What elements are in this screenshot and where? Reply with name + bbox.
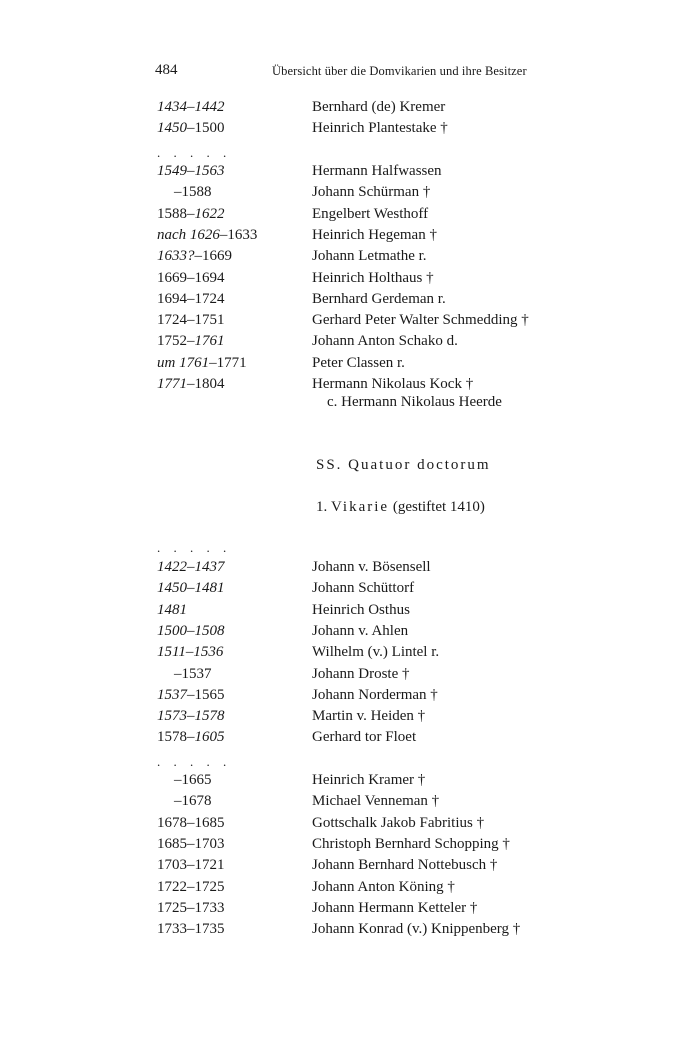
- vicar-name: Gerhard Peter Walter Schmedding †: [312, 312, 529, 329]
- date-range: [157, 268, 225, 289]
- date-range: [157, 310, 225, 331]
- vicar-name: Johann Bernhard Nottebusch †: [312, 857, 498, 874]
- date-segment: 1537: [157, 686, 187, 703]
- vicar-name: Gerhard tor Floet: [312, 729, 417, 746]
- date-range: [157, 919, 225, 940]
- ellipsis-dots: . . . . .: [157, 754, 232, 769]
- vicar-name: Wilhelm (v.) Lintel r.: [312, 644, 440, 661]
- date-segment: –1500: [187, 120, 225, 137]
- date-range: [157, 834, 225, 855]
- date-segment: –1678: [174, 793, 212, 810]
- vicar-name: Heinrich Plantestake †: [312, 120, 448, 137]
- list-item: [0, 331, 700, 352]
- list-item: [0, 813, 700, 834]
- vicar-name: Heinrich Holthaus †: [312, 269, 434, 286]
- list-item: [0, 791, 700, 812]
- date-range: [157, 289, 225, 310]
- date-range: [157, 898, 225, 919]
- list-item: [0, 353, 700, 374]
- date-range: [157, 97, 225, 118]
- vicar-name: Heinrich Osthus: [312, 601, 410, 618]
- vicar-name: Johann Schüttorf: [312, 580, 415, 597]
- vicar-name: Johann Droste †: [312, 665, 410, 682]
- date-segment: 1578–: [157, 729, 195, 746]
- list-item: [0, 898, 700, 919]
- date-segment: –1665: [174, 772, 212, 788]
- date-range: [157, 225, 257, 246]
- list-item: [0, 834, 700, 855]
- list-item: [0, 877, 700, 898]
- date-segment: –1669: [194, 248, 232, 265]
- list-item: [0, 919, 700, 940]
- date-range: [157, 204, 225, 225]
- list-item: [0, 727, 700, 748]
- vicar-name: Johann v. Ahlen: [312, 622, 409, 639]
- date-range: [157, 642, 223, 663]
- vicar-name: Johann Hermann Ketteler †: [312, 899, 478, 916]
- date-range: [157, 877, 225, 898]
- list-item: [0, 268, 700, 289]
- date-segment: 1622: [194, 205, 225, 222]
- vicar-name: Peter Classen r.: [312, 354, 405, 371]
- coadjutor-name: c. Hermann Nikolaus Heerde: [327, 394, 502, 410]
- date-segment: 1733–1735: [157, 921, 225, 938]
- vicar-name: Hermann Nikolaus Kock †: [312, 376, 474, 392]
- date-segment: –1633: [219, 226, 258, 243]
- list-item: [0, 557, 700, 578]
- date-segment: –1537: [174, 665, 212, 682]
- date-range: [157, 246, 232, 267]
- vicar-name: Engelbert Westhoff: [312, 205, 429, 222]
- list-item: [0, 310, 700, 331]
- date-segment: 1771: [157, 376, 187, 392]
- date-segment: 1588–: [157, 205, 195, 222]
- date-range: [157, 621, 225, 642]
- vicar-name: Martin v. Heiden †: [312, 708, 426, 725]
- date-segment: 1434: [157, 99, 187, 115]
- vicar-name: Gottschalk Jakob Fabritius †: [312, 814, 485, 831]
- date-segment: –1804: [187, 376, 225, 392]
- date-range: [157, 855, 225, 876]
- vicar-name: Heinrich Hegeman †: [312, 226, 437, 243]
- date-segment: 1724–1751: [157, 312, 225, 329]
- vicar-name: Johann v. Bösensell: [312, 559, 431, 575]
- date-segment: 1450–1481: [157, 580, 225, 597]
- date-segment: 1633?: [157, 248, 195, 265]
- date-range: [157, 118, 225, 139]
- list-item: [0, 225, 700, 246]
- date-segment: 1703–1721: [157, 857, 225, 874]
- list-item: [0, 161, 700, 182]
- date-range: [174, 770, 212, 791]
- date-segment: um 1761: [157, 354, 210, 371]
- list-item: [0, 97, 700, 118]
- date-range: [157, 578, 225, 599]
- vikarie-founded: (gestiftet 1410): [392, 499, 485, 515]
- date-range: [157, 727, 225, 748]
- date-segment: 1442: [194, 99, 225, 115]
- list-item: [0, 578, 700, 599]
- list-item: [0, 642, 700, 663]
- date-segment: 1422–1437: [157, 559, 225, 575]
- date-segment: 1725–1733: [157, 899, 225, 916]
- list-item: [0, 706, 700, 727]
- date-range: [157, 685, 225, 706]
- list-item: [0, 289, 700, 310]
- date-segment: nach 1626: [157, 226, 220, 243]
- date-segment: 1678–1685: [157, 814, 225, 831]
- date-range: [157, 600, 187, 621]
- vicar-name: Johann Anton Schako d.: [312, 333, 458, 350]
- date-segment: –1565: [187, 686, 225, 703]
- date-segment: 1481: [157, 601, 187, 618]
- date-segment: 1500–1508: [157, 622, 225, 639]
- ellipsis-dots: . . . . .: [157, 540, 232, 555]
- date-segment: 1752–: [157, 333, 195, 350]
- vicar-name: Michael Venneman †: [312, 793, 440, 810]
- list-item: [0, 182, 700, 203]
- date-segment: 1511–1536: [157, 644, 224, 661]
- list-item: [0, 685, 700, 706]
- vicar-name: Johann Letmathe r.: [312, 248, 427, 265]
- date-range: [157, 813, 225, 834]
- date-range: [174, 791, 212, 812]
- date-range: [157, 331, 225, 352]
- vicar-name: Bernhard Gerdeman r.: [312, 290, 446, 307]
- date-segment: 1694–1724: [157, 290, 225, 307]
- list-item: [0, 600, 700, 621]
- list-item: [0, 855, 700, 876]
- date-segment: 1605: [194, 729, 225, 746]
- date-range: [174, 664, 212, 685]
- vicar-name: Christoph Bernhard Schopping †: [312, 835, 510, 852]
- vicar-name: Johann Norderman †: [312, 686, 438, 703]
- list-item: [0, 204, 700, 225]
- vicar-name: Hermann Halfwassen: [312, 163, 442, 179]
- list-item: [0, 246, 700, 267]
- date-segment: 1722–1725: [157, 878, 225, 895]
- list-item: [0, 621, 700, 642]
- vicar-name: Johann Schürman †: [312, 184, 431, 201]
- date-range: [174, 182, 212, 203]
- vicar-name: Bernhard (de) Kremer: [312, 99, 446, 115]
- date-segment: 1761: [194, 333, 225, 350]
- date-range: [157, 353, 247, 374]
- vicar-name: Johann Konrad (v.) Knippenberg †: [312, 921, 521, 938]
- vikarie-number: 1.: [316, 499, 328, 515]
- list-item: [0, 664, 700, 685]
- date-segment: 1549–1563: [157, 163, 225, 179]
- vikarie-word: Vikarie: [331, 499, 390, 515]
- page-header: [155, 62, 555, 84]
- page-number: 484: [155, 62, 178, 78]
- running-title: Übersicht über die Domvikarien und ihre Besitzer: [272, 64, 527, 78]
- date-segment: 1450: [157, 120, 187, 137]
- date-segment: –: [187, 99, 195, 115]
- coadjutor-row: [0, 392, 700, 413]
- ellipsis-dots: . . . . .: [157, 145, 232, 160]
- list-item: [0, 118, 700, 139]
- date-range: [157, 706, 225, 727]
- vicar-name: Johann Anton Köning †: [312, 878, 455, 895]
- date-range: [157, 161, 225, 182]
- date-segment: 1685–1703: [157, 835, 225, 852]
- date-segment: 1669–1694: [157, 269, 225, 286]
- date-segment: –1588: [174, 184, 212, 201]
- date-segment: –1771: [209, 354, 247, 371]
- vicar-name: Heinrich Kramer †: [312, 772, 426, 788]
- section-title: SS. Quatuor doctorum: [316, 457, 491, 473]
- subsection-title: [316, 497, 485, 518]
- list-item: [0, 770, 700, 791]
- date-range: [157, 557, 225, 578]
- date-segment: 1573–1578: [157, 708, 225, 725]
